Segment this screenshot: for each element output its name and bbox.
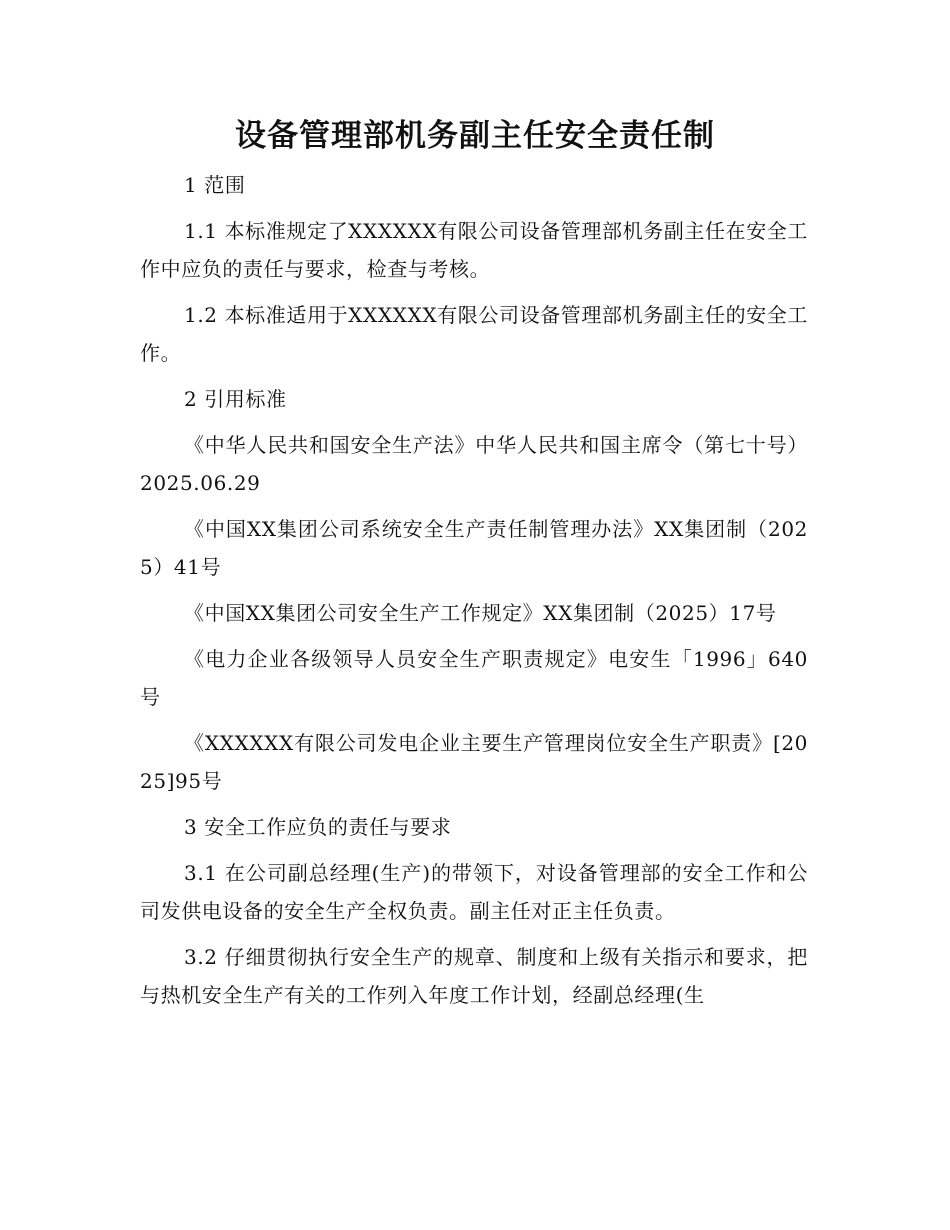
section-heading: 1 范围 xyxy=(184,173,246,197)
section-heading: 2 引用标准 xyxy=(184,387,287,411)
paragraph: 3.2 仔细贯彻执行安全生产的规章、制度和上级有关指示和要求，把与热机安全生产有关的工作列入年度工作计划，经副总经理(生 xyxy=(140,945,808,1007)
document-title: 设备管理部机务副主任安全责任制 xyxy=(235,118,715,154)
reference-item: 《中国XX集团公司安全生产工作规定》XX集团制（2025）17号 xyxy=(184,601,777,625)
reference-item: 《XXXXXX有限公司发电企业主要生产管理岗位安全生产职责》[2025]95号 xyxy=(140,731,808,793)
paragraph: 1.2 本标准适用于XXXXXX有限公司设备管理部机务副主任的安全工作。 xyxy=(140,303,808,365)
paragraph: 3.1 在公司副总经理(生产)的带领下，对设备管理部的安全工作和公司发供电设备的安全生产全权负责。副主任对正主任负责。 xyxy=(140,861,808,923)
section-heading: 3 安全工作应负的责任与要求 xyxy=(184,815,452,839)
reference-item: 《中国XX集团公司系统安全生产责任制管理办法》XX集团制（2025）41号 xyxy=(140,517,808,579)
document-body xyxy=(140,166,808,1022)
paragraph: 1.1 本标准规定了XXXXXX有限公司设备管理部机务副主任在安全工作中应负的责任与要求，检查与考核。 xyxy=(140,219,808,281)
reference-item: 《电力企业各级领导人员安全生产职责规定》电安生「1996」640号 xyxy=(140,647,808,709)
reference-item: 《中华人民共和国安全生产法》中华人民共和国主席令（第七十号）2025.06.29 xyxy=(140,433,808,495)
